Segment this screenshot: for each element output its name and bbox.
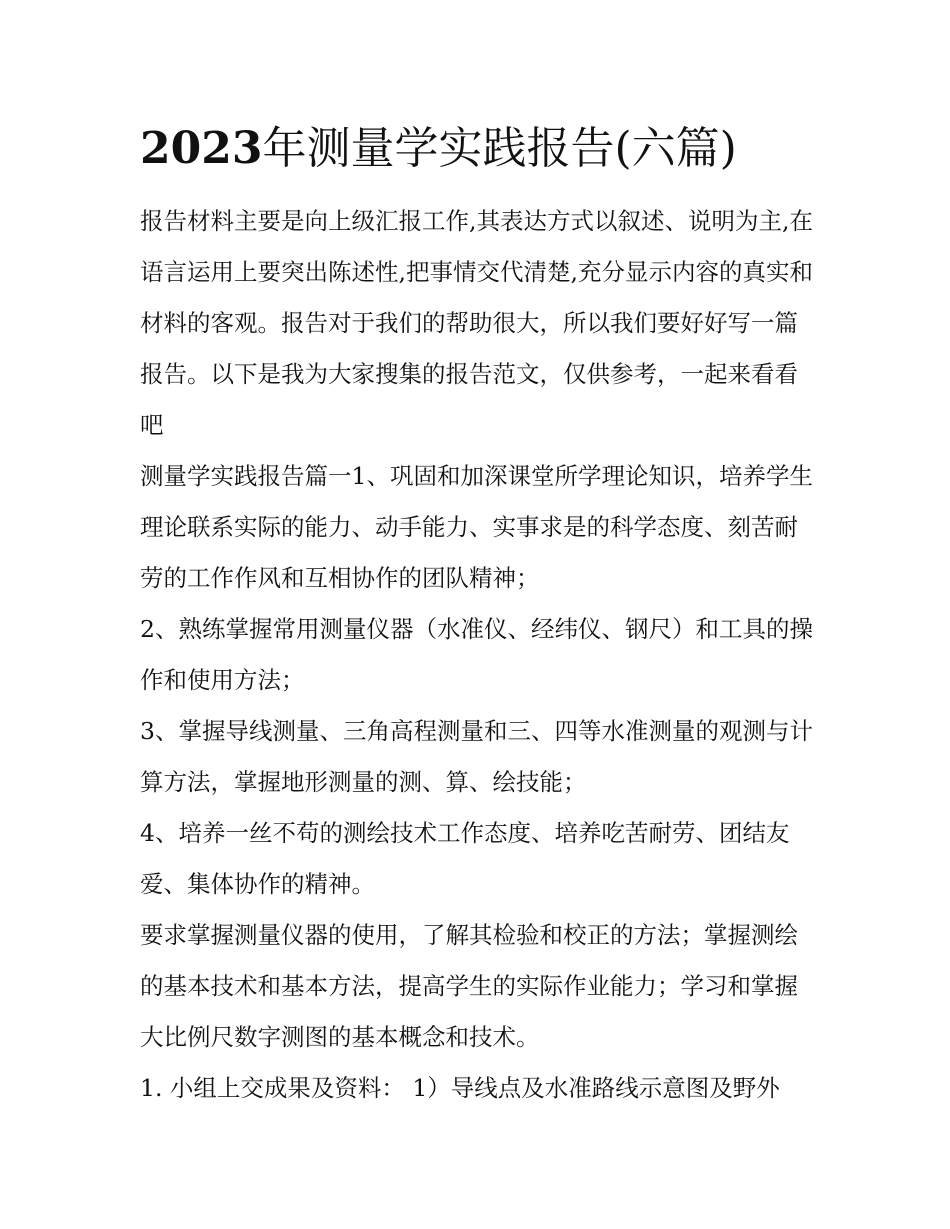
paragraph-objective-1: 测量学实践报告篇一1、巩固和加深课堂所学理论知识，培养学生理论联系实际的能力、动手能力、实事求是的科学态度、刻苦耐劳的工作作风和互相协作的团队精神； (140, 462, 813, 592)
document-title (140, 118, 820, 180)
paragraph-objective-2: 2、熟练掌握常用测量仪器（水准仪、经纬仪、钢尺）和工具的操作和使用方法； (140, 615, 813, 694)
paragraph-objective-4: 4、培养一丝不苟的测绘技术工作态度、培养吃苦耐劳、团结友爱、集体协作的精神。 (140, 819, 790, 898)
title-year: 2023 (140, 123, 263, 174)
paragraph-deliverables: 1. 小组上交成果及资料： 1）导线点及水准路线示意图及野外 (140, 1074, 780, 1102)
paragraph-objective-3: 3、掌握导线测量、三角高程测量和三、四等水准测量的观测与计算方法，掌握地形测量的测、算、绘技能； (140, 717, 813, 796)
document-page (140, 118, 820, 1114)
paragraph-requirements: 要求掌握测量仪器的使用，了解其检验和校正的方法；掌握测绘的基本技术和基本方法，提高学生的实际作业能力；学习和掌握大比例尺数字测图的基本概念和技术。 (140, 921, 798, 1051)
paragraph-intro: 报告材料主要是向上级汇报工作,其表达方式以叙述、说明为主,在语言运用上要突出陈述性,把事情交代清楚,充分显示内容的真实和材料的客观。报告对于我们的帮助很大，所以我们要好好写一篇报告。以下是我为大家搜集的报告范文，仅供参考，一起来看看吧 (140, 207, 813, 439)
title-text: 年测量学实践报告(六篇) (262, 123, 737, 174)
